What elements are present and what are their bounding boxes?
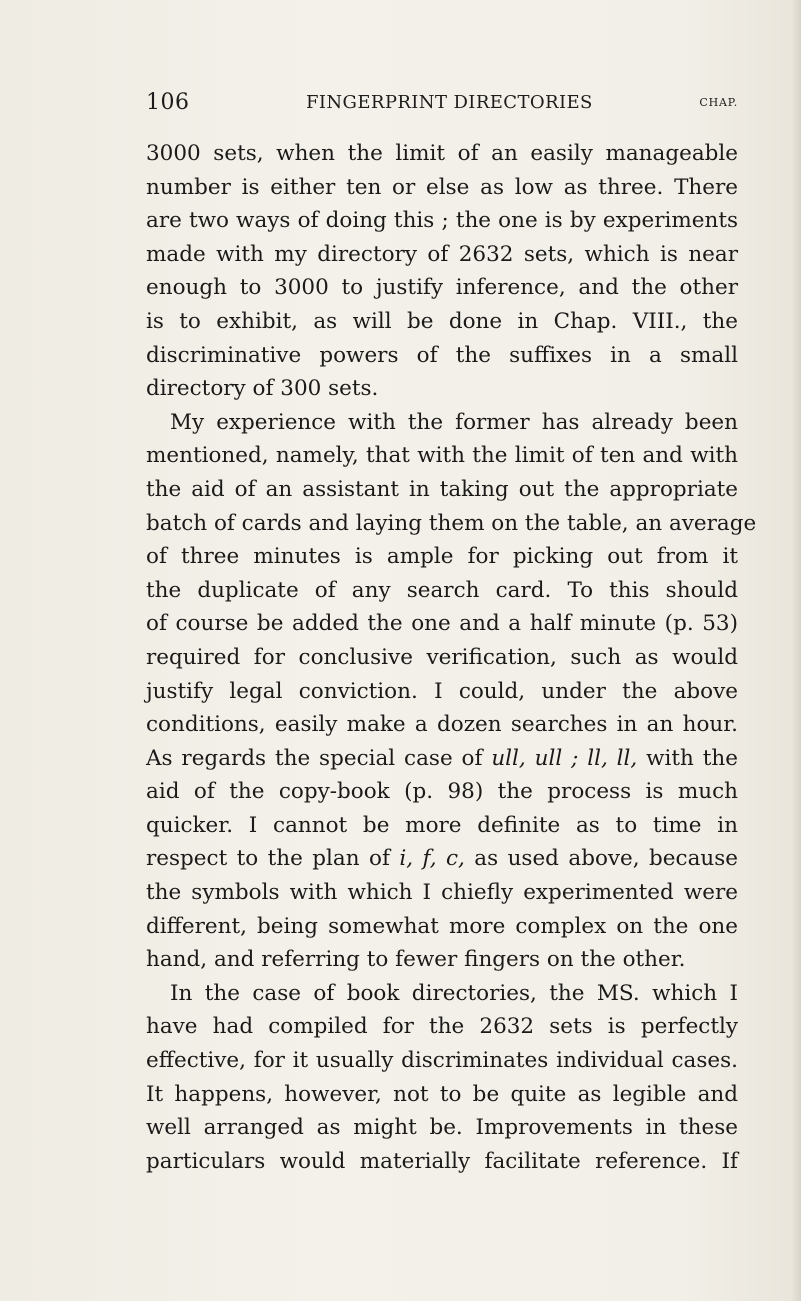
chapter-label: CHAP. bbox=[699, 96, 738, 109]
text-line: directory of 300 sets. bbox=[146, 376, 379, 402]
text-line: In the case of book directories, the MS. which I bbox=[170, 980, 738, 1006]
text-line: enough to 3000 to justify inference, and the other bbox=[146, 275, 738, 301]
running-head bbox=[146, 90, 738, 120]
text-line: 3000 sets, when the limit of an easily manageable bbox=[146, 141, 738, 166]
text-line: have had compiled for the 2632 sets is perfectly bbox=[146, 1014, 738, 1040]
text-line: effective, for it usually discriminates individual cases. bbox=[146, 1048, 738, 1074]
page-edge-shadow bbox=[791, 0, 801, 1301]
text-line: conditions, easily make a dozen searches in an hour. bbox=[146, 712, 738, 738]
text-line: aid of the copy-book (p. 98) the process is much bbox=[146, 779, 738, 805]
text-line: batch of cards and laying them on the table, an average bbox=[146, 510, 757, 536]
text-line: It happens, however, not to be quite as legible and bbox=[146, 1081, 738, 1107]
text-line: particulars would materially facilitate reference. If bbox=[146, 1148, 738, 1174]
italic-text: i, f, c, bbox=[399, 846, 465, 872]
text-line: quicker. I cannot be more definite as to time in bbox=[146, 812, 738, 838]
text-line: made with my directory of 2632 sets, which is near bbox=[146, 241, 738, 267]
text-line: respect to the plan of i, f, c, as used above, because bbox=[146, 846, 738, 872]
text-line: are two ways of doing this ; the one is by experiments bbox=[146, 208, 738, 234]
running-title: FINGERPRINT DIRECTORIES bbox=[306, 92, 593, 113]
text-line: different, being somewhat more complex on the one bbox=[146, 913, 738, 939]
text-line: hand, and referring to fewer fingers on the other. bbox=[146, 947, 686, 973]
text-line: discriminative powers of the suffixes in a small bbox=[146, 342, 738, 368]
page-number: 106 bbox=[146, 90, 190, 115]
text-line: mentioned, namely, that with the limit of ten and with bbox=[146, 443, 738, 469]
text-line: justify legal conviction. I could, under the above bbox=[146, 678, 738, 704]
text-line: well arranged as might be. Improvements in these bbox=[146, 1115, 738, 1141]
body-text bbox=[146, 137, 757, 1178]
text-line: the duplicate of any search card. To this should bbox=[146, 577, 738, 603]
text-line: number is either ten or else as low as three. There bbox=[146, 174, 738, 200]
text-line: of course be added the one and a half minute (p. 53) bbox=[146, 611, 738, 637]
text-line: is to exhibit, as will be done in Chap. VIII., the bbox=[146, 308, 738, 334]
text-line: My experience with the former has already been bbox=[170, 409, 738, 435]
text-line: required for conclusive verification, such as would bbox=[146, 644, 738, 670]
text-line: the aid of an assistant in taking out the appropriate bbox=[146, 476, 738, 502]
text-line: As regards the special case of ull, ull ; ll, ll, with the bbox=[146, 745, 738, 771]
text-line: of three minutes is ample for picking out from it bbox=[146, 544, 738, 570]
text-line: the symbols with which I chiefly experimented were bbox=[146, 880, 738, 906]
italic-text: ull, ull ; ll, ll, bbox=[491, 745, 638, 771]
